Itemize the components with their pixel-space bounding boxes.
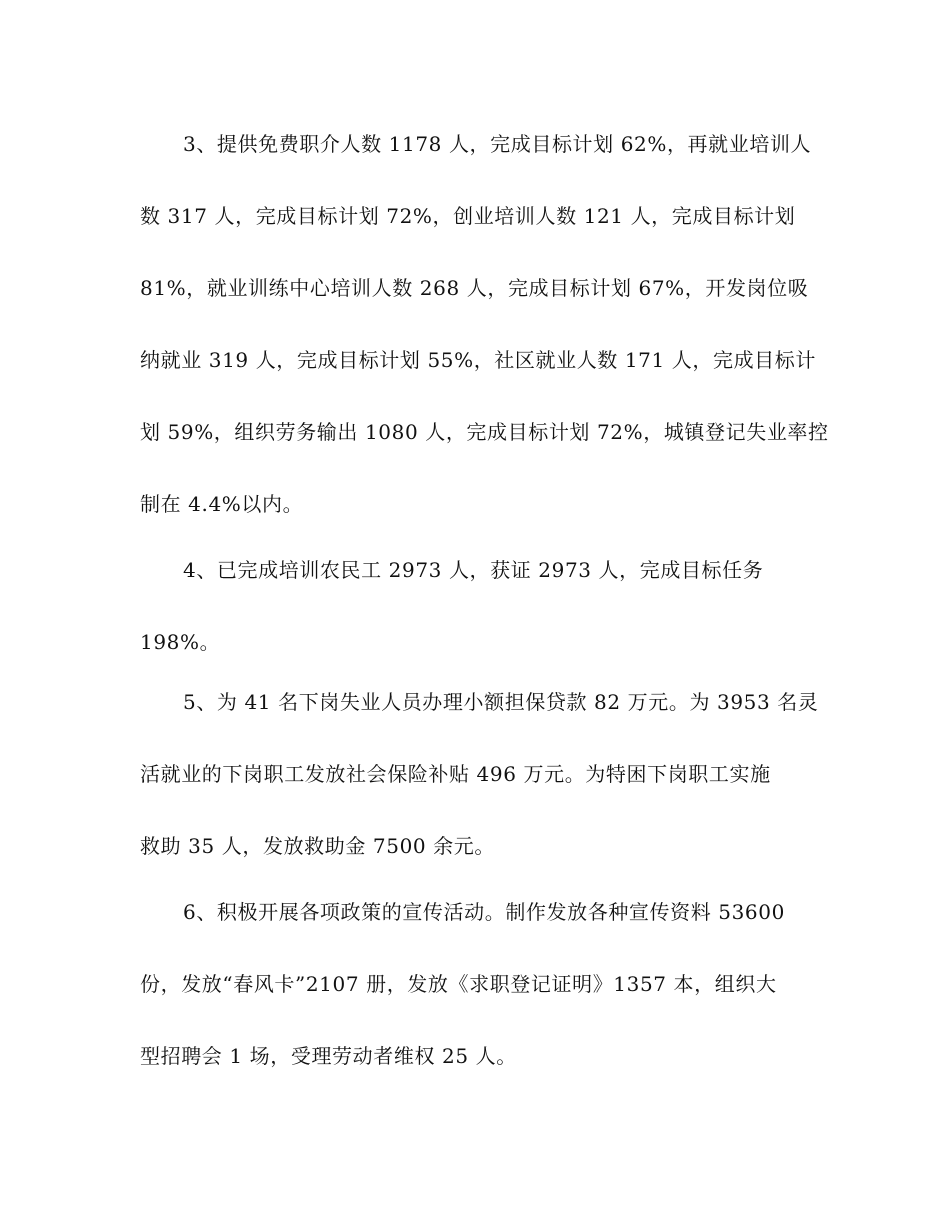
paragraph-5-line-2: 活就业的下岗职工发放社会保险补贴 496 万元。为特困下岗职工实施 <box>140 762 771 786</box>
paragraph-5-line-1: 5、为 41 名下岗失业人员办理小额担保贷款 82 万元。为 3953 名灵 <box>183 690 819 714</box>
paragraph-3-line-1: 3、提供免费职介人数 1178 人，完成目标计划 62%，再就业培训人 <box>183 132 812 156</box>
paragraph-3-line-5: 划 59%，组织劳务输出 1080 人，完成目标计划 72%，城镇登记失业率控 <box>140 420 829 444</box>
paragraph-6-line-3: 型招聘会 1 场，受理劳动者维权 25 人。 <box>140 1044 517 1068</box>
paragraph-3-line-4: 纳就业 319 人，完成目标计划 55%，社区就业人数 171 人，完成目标计 <box>140 348 816 372</box>
paragraph-6-line-1: 6、积极开展各项政策的宣传活动。制作发放各种宣传资料 53600 <box>183 900 785 924</box>
paragraph-6-line-2: 份，发放“春风卡”2107 册，发放《求职登记证明》1357 本，组织大 <box>140 972 777 996</box>
paragraph-5-line-3: 救助 35 人，发放救助金 7500 余元。 <box>140 834 495 858</box>
paragraph-3-line-3: 81%，就业训练中心培训人数 268 人，完成目标计划 67%，开发岗位吸 <box>140 276 809 300</box>
paragraph-3-line-6: 制在 4.4%以内。 <box>140 492 304 516</box>
paragraph-4-line-1: 4、已完成培训农民工 2973 人，获证 2973 人，完成目标任务 <box>183 558 764 582</box>
paragraph-3-line-2: 数 317 人，完成目标计划 72%，创业培训人数 121 人，完成目标计划 <box>140 204 796 228</box>
paragraph-4-line-2: 198%。 <box>140 630 221 654</box>
